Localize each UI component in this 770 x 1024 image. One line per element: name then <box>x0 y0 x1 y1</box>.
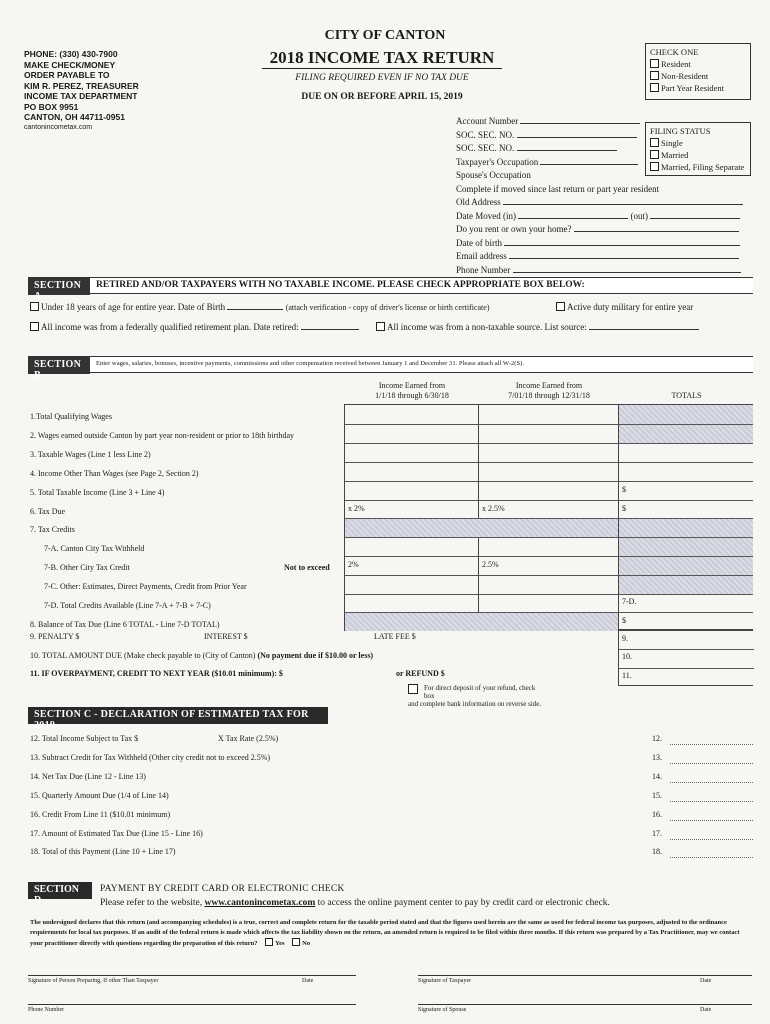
old-address-row[interactable]: Old Address <box>456 196 743 210</box>
email-field[interactable] <box>509 258 739 259</box>
line5-dollar: $ <box>622 485 626 494</box>
line-1: 1.Total Qualifying Wages <box>30 412 112 421</box>
status-married[interactable]: Married <box>650 149 746 161</box>
section-d-label: SECTION D <box>28 882 92 899</box>
section-c-bar <box>28 707 328 731</box>
status-single[interactable]: Single <box>650 137 746 149</box>
option-non-resident[interactable]: Non-Resident <box>650 70 746 82</box>
contact-make-check: MAKE CHECK/MONEY <box>24 59 116 70</box>
no-checkbox[interactable] <box>292 938 300 946</box>
soc-sec-1-row[interactable]: SOC. SEC. NO. <box>456 129 743 143</box>
dob-field[interactable] <box>504 245 740 246</box>
dob-row[interactable]: Date of birth <box>456 237 743 251</box>
option-resident[interactable]: Resident <box>650 58 746 70</box>
refund-label: or REFUND $ <box>396 669 445 678</box>
city-title: CITY OF CANTON <box>324 28 446 43</box>
phone-field[interactable] <box>513 272 741 273</box>
box-10-num: 10. <box>622 652 632 661</box>
contact-treasurer: KIM R. PEREZ, TREASURER <box>24 80 139 91</box>
declaration-text: The undersigned declares that this return (and accompanying schedules) is a true, correct and complete return for the taxable period stated and that the figures used herein are the same as used for federal income tax purposes, adjusted to the ordinance requirements for local tax purposes. If an audit of the federal return is made which affects the tax liability shown on the return, an amended return is required to be filed within three months. If this return was prepared by a Tax Practitioner, may we contact your practitioner directly with questions regarding the preparation of this return? Yes No <box>30 919 740 947</box>
preparer-date-label: Date <box>302 978 314 984</box>
section-c-label: SECTION C - DECLARATION OF ESTIMATED TAX FOR 2019 <box>28 707 328 724</box>
overpayment-label: 11. IF OVERPAYMENT, CREDIT TO NEXT YEAR ($10.01 minimum): $ <box>30 669 283 678</box>
line-7c: 7-C. Other: Estimates, Direct Payments, Credit from Prior Year <box>44 582 247 592</box>
section-b-intro: Enter wages, salaries, bonuses, incentive payments, commissions and other compensation received between January 1 and December 31. Please attach all W-2(S). <box>96 360 524 367</box>
website-link[interactable]: www.cantonincometax.com <box>204 898 316 908</box>
section-c-row-14: 14. Net Tax Due (Line 12 - Line 13) 14. <box>30 772 753 792</box>
line-4: 4. Income Other Than Wages (see Page 2, Section 2) <box>30 468 199 478</box>
date-moved-row[interactable]: Date Moved (in) (out) <box>456 210 743 224</box>
line-7: 7. Tax Credits <box>30 525 75 535</box>
section-c-row-13: 13. Subtract Credit for Tax Withheld (Other city credit not to exceed 2.5%) 13. <box>30 753 753 773</box>
line8-dollar: $ <box>622 616 626 625</box>
box-9-num: 9. <box>622 634 628 643</box>
non-taxable-checkbox[interactable] <box>376 322 385 331</box>
section-b-bar <box>28 356 753 381</box>
spouse-signature-label: Signature of Spouse <box>418 1007 467 1013</box>
taxpayer-signature-line[interactable] <box>418 975 752 976</box>
contact-city-zip: CANTON, OH 44711-0951 <box>24 112 125 122</box>
line-7b: 7-B. Other City Tax Credit Not to exceed <box>44 563 330 573</box>
yes-checkbox[interactable] <box>265 938 273 946</box>
soc-sec-2-row[interactable]: SOC. SEC. NO. <box>456 142 743 156</box>
line-11-row <box>30 669 445 678</box>
no-payment-note: (No payment due if $10.00 or less) <box>257 651 374 660</box>
occupation-row[interactable]: Taxpayer's Occupation <box>456 156 743 170</box>
section-d-title: PAYMENT BY CREDIT CARD OR ELECTRONIC CHECK <box>100 884 345 894</box>
row8-shade <box>345 612 618 631</box>
phone-signature-line[interactable] <box>28 1004 356 1005</box>
col-header-totals: TOTALS <box>671 391 702 400</box>
due-date: DUE ON OR BEFORE APRIL 15, 2019 <box>301 92 463 102</box>
section-c-row-12: 12. Total Income Subject to Tax $ X Tax Rate (2.5%) 12. <box>30 734 753 754</box>
retirement-plan-checkbox[interactable] <box>30 322 39 331</box>
status-married-separate[interactable]: Married, Filing Separate <box>650 161 746 173</box>
section-b-lines <box>30 408 342 635</box>
spouse-date-label: Date <box>700 1007 712 1013</box>
contact-pobox: PO BOX 9951 <box>24 101 79 112</box>
part-year-checkbox[interactable] <box>650 83 659 92</box>
spouse-signature-line[interactable] <box>418 1004 752 1005</box>
pct-col1: 2% <box>348 560 359 569</box>
section-d-refer: Please refer to the website, www.cantonincometax.com to access the online payment center to pay by credit card or electronic check. <box>100 898 610 908</box>
direct-deposit-checkbox[interactable] <box>408 684 418 694</box>
married-checkbox[interactable] <box>650 150 659 159</box>
pct-col2: 2.5% <box>482 560 499 569</box>
rent-own-row[interactable]: Do you rent or own your home? <box>456 223 743 237</box>
spouse-occupation-row[interactable]: Spouse's Occupation <box>456 170 531 180</box>
late-fee-label: LATE FEE $ <box>374 632 416 641</box>
contact-website: cantonincometax.com <box>24 123 93 131</box>
option-part-year[interactable]: Part Year Resident <box>650 82 746 94</box>
phone-row[interactable]: Phone Number <box>456 264 743 278</box>
line-6: 6. Tax Due <box>30 506 66 516</box>
contact-dept: INCOME TAX DEPARTMENT <box>24 91 138 101</box>
married-separate-checkbox[interactable] <box>650 162 659 171</box>
moved-note: Complete if moved since last return or part year resident <box>456 183 660 194</box>
section-c-row-18: 18. Total of this Payment (Line 10 + Line 17) 18. <box>30 847 753 867</box>
section-a-title: RETIRED AND/OR TAXPAYERS WITH NO TAXABLE INCOME. PLEASE CHECK APPROPRIATE BOX BELOW: <box>96 280 585 290</box>
contact-yes[interactable]: Yes <box>259 940 284 947</box>
section-b-label: SECTION B <box>28 357 90 374</box>
account-number-field[interactable] <box>520 123 640 124</box>
row7-shade <box>345 518 618 537</box>
section-b-grid <box>344 404 753 630</box>
col-header-second-half: Income Earned from 7/01/18 through 12/31/18 <box>508 381 590 400</box>
taxpayer-signature-label: Signature of Taxpayer <box>418 978 472 984</box>
section-a-bar <box>28 277 753 302</box>
resident-checkbox[interactable] <box>650 59 659 68</box>
rent-own-field[interactable] <box>574 231 739 232</box>
phone-signature-label: Phone Number <box>28 1007 65 1013</box>
contact-phone: PHONE: (330) 430-7900 <box>24 49 118 59</box>
section-c-row-15: 15. Quarterly Amount Due (1/4 of Line 14) 15. <box>30 791 753 811</box>
occupation-field[interactable] <box>540 164 638 165</box>
line7d-label: 7-D. <box>622 597 637 606</box>
section-a-opt3[interactable]: All income was from a federally qualified retirement plan. Date retired: <box>30 322 359 332</box>
line-7d: 7-D. Total Credits Available (Line 7-A + 7-B + 7-C) <box>44 601 211 611</box>
interest-label: INTEREST $ <box>204 632 248 641</box>
taxpayer-date-label: Date <box>700 978 712 984</box>
line6-dollar: $ <box>622 504 626 513</box>
non-taxable-source-field[interactable] <box>589 329 699 330</box>
section-c-row-16: 16. Credit From Line 11 ($10.01 minimum) 16. <box>30 810 753 830</box>
date-moved-out-field[interactable] <box>650 218 740 219</box>
date-moved-in-field[interactable] <box>518 218 628 219</box>
total-due-label: 10. TOTAL AMOUNT DUE (Make check payable to (City of Canton) <box>30 651 256 660</box>
line-10-row <box>30 651 373 660</box>
line-2: 2. Wages earned outside Canton by part year non-resident or prior to 18th birthday <box>30 430 295 440</box>
box-11-num: 11. <box>622 671 632 680</box>
active-duty-checkbox[interactable] <box>556 302 565 311</box>
form-title: 2018 INCOME TAX RETURN <box>262 48 502 69</box>
filing-status-title: FILING STATUS <box>650 126 711 136</box>
soc-sec-2-field[interactable] <box>517 150 617 151</box>
col-header-first-half: Income Earned from 1/1/18 through 6/30/18 <box>375 381 449 400</box>
under-18-checkbox[interactable] <box>30 302 39 311</box>
soc-sec-1-field[interactable] <box>517 137 637 138</box>
birth-date-field[interactable] <box>227 309 283 310</box>
single-checkbox[interactable] <box>650 138 659 147</box>
date-retired-field[interactable] <box>301 329 359 330</box>
section-c-row-17: 17. Amount of Estimated Tax Due (Line 15 - Line 16) 17. <box>30 829 753 849</box>
contact-block <box>24 49 139 133</box>
section-a-opt1[interactable]: Under 18 years of age for entire year. Date of Birth (attach verification - copy of driver's license or birth certificate) <box>30 302 489 312</box>
filing-note: FILING REQUIRED EVEN IF NO TAX DUE <box>295 73 469 83</box>
rate-col2: x 2.5% <box>482 504 505 513</box>
rate-col1: x 2% <box>348 504 365 513</box>
line-5: 5. Total Taxable Income (Line 3 + Line 4) <box>30 487 165 497</box>
non-resident-checkbox[interactable] <box>650 71 659 80</box>
preparer-signature-line[interactable] <box>28 975 356 976</box>
old-address-field[interactable] <box>503 204 743 205</box>
line-3: 3. Taxable Wages (Line 1 less Line 2) <box>30 449 151 459</box>
filing-status-box <box>645 122 751 176</box>
section-a-label: SECTION A <box>28 278 90 295</box>
contact-order-payable: ORDER PAYABLE TO <box>24 70 110 80</box>
preparer-signature-label: Signature of Person Preparing, If other Than Taxpayer <box>28 978 159 984</box>
contact-no[interactable]: No <box>286 940 310 947</box>
lines-9-11-boxes <box>618 630 753 686</box>
direct-deposit[interactable]: For direct deposit of your refund, check box and complete bank information on reverse side. <box>408 684 542 708</box>
email-row[interactable]: Email address <box>456 250 743 264</box>
line-8: 8. Balance of Tax Due (Line 6 TOTAL - Line 7-D TOTAL) <box>30 619 220 629</box>
section-a-opt4[interactable]: All income was from a non-taxable source. List source: <box>376 322 699 332</box>
penalty-label: 9. PENALTY $ <box>30 632 80 641</box>
line-7a: 7-A. Canton City Tax Withheld <box>44 544 145 554</box>
section-a-opt2[interactable]: Active duty military for entire year <box>556 302 693 312</box>
check-one-box <box>645 43 751 100</box>
account-number-row[interactable]: Account Number <box>456 115 743 129</box>
check-one-title: CHECK ONE <box>650 47 699 57</box>
